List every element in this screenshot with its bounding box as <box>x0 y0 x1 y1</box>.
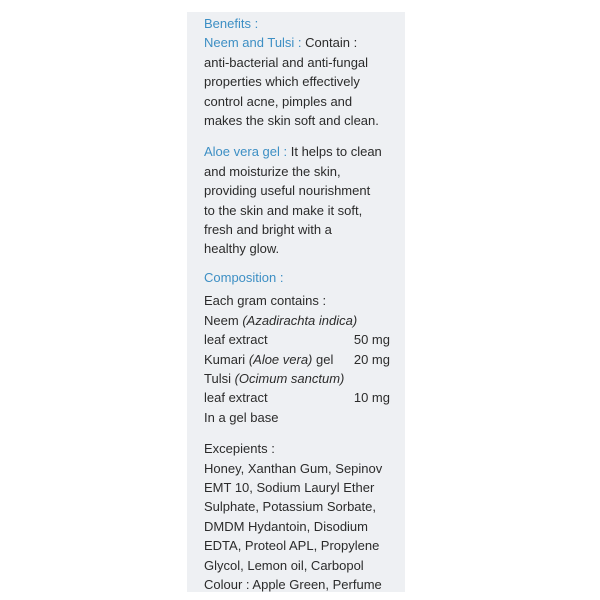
benefit-line: fresh and bright with a <box>204 222 332 238</box>
benefit-line: providing useful nourishment <box>204 183 371 199</box>
aloe-first: It helps to clean <box>290 144 382 160</box>
benefits-heading: Benefits : <box>204 16 259 31</box>
composition-kumari-row: Kumari (Aloe vera) gel 20 mg <box>204 350 402 369</box>
kumari-amount: 20 mg <box>353 351 390 367</box>
excipient-line: Sulphate, Potassium Sorbate, <box>204 499 376 515</box>
composition-heading: Composition : <box>204 269 284 285</box>
neem-amount: 50 mg <box>353 332 390 348</box>
benefit-line: and moisturize the skin, <box>204 163 341 179</box>
aloe-benefit <box>204 142 402 258</box>
benefit-line: makes the skin soft and clean. <box>204 113 379 129</box>
neem-tulsi-label: Neem and Tulsi : <box>204 35 302 51</box>
excipient-line: DMDM Hydantoin, Disodium <box>204 518 368 534</box>
benefit-line: anti-bacterial and anti-fungal <box>204 54 369 70</box>
composition-neem: Neem (Azadirachta indica) <box>204 312 358 328</box>
composition-neem-row: leaf extract 50 mg <box>204 330 402 349</box>
neem-tulsi-first: Contain : <box>305 35 358 51</box>
tulsi-amount: 10 mg <box>353 390 390 406</box>
excipient-line: EMT 10, Sodium Lauryl Ether <box>204 479 375 495</box>
excipient-line: Honey, Xanthan Gum, Sepinov <box>204 460 383 476</box>
benefit-line: healthy glow. <box>204 241 280 257</box>
excipient-line: Colour : Apple Green, Perfume <box>204 576 382 592</box>
composition-base: In a gel base <box>204 409 279 425</box>
benefit-line: to the skin and make it soft, <box>204 202 363 218</box>
benefit-line: properties which effectively <box>204 74 360 90</box>
excipient-line: Glycol, Lemon oil, Carbopol <box>204 557 364 573</box>
composition-each-gram: Each gram contains : <box>204 293 327 309</box>
excipients-heading: Excepients : <box>204 441 275 457</box>
benefit-line: control acne, pimples and <box>204 93 353 109</box>
composition-tulsi-row: leaf extract 10 mg <box>204 388 402 407</box>
product-label-text <box>204 14 402 594</box>
excipient-line: EDTA, Proteol APL, Propylene <box>204 538 380 554</box>
neem-tulsi-benefit <box>204 33 402 130</box>
composition-tulsi: Tulsi (Ocimum sanctum) <box>204 370 345 386</box>
aloe-label: Aloe vera gel : <box>204 144 288 160</box>
